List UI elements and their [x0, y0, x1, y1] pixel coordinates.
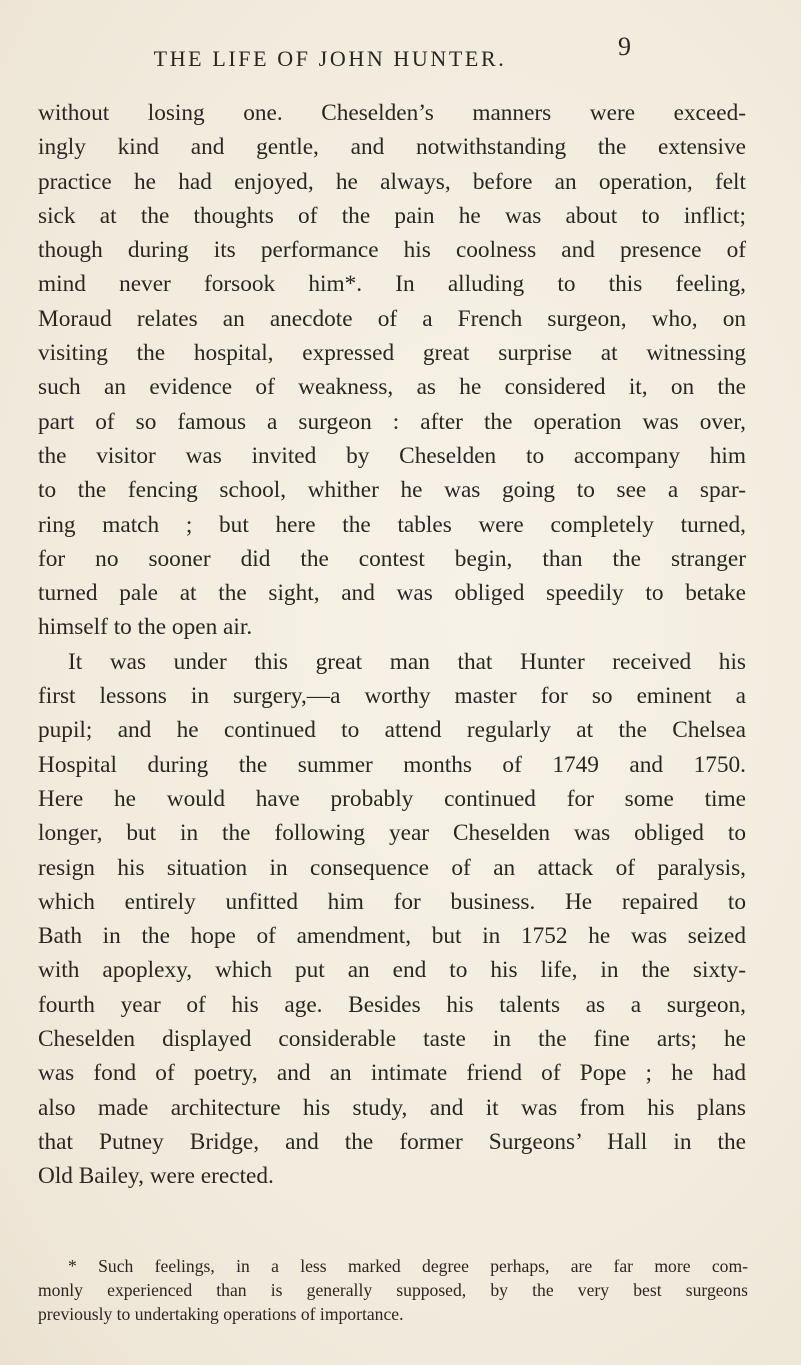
text-line: Moraud relates an anecdote of a French surgeon, who, on [38, 305, 746, 332]
text-line: ingly kind and gentle, and notwithstanding the extensive [38, 134, 746, 161]
text-line: longer, but in the following year Cheselden was obliged to [38, 820, 746, 847]
text-line: turned pale at the sight, and was obliged speedily to betake [38, 580, 746, 607]
text-line: mind never forsook him*. In alluding to this feeling, [38, 271, 746, 298]
text-line: that Putney Bridge, and the former Surgeons’ Hall in the [38, 1128, 746, 1155]
running-head [0, 32, 801, 76]
body-text [38, 96, 746, 1194]
text-line: practice he had enjoyed, he always, before an operation, felt [38, 168, 746, 195]
text-line: fourth year of his age. Besides his talents as a surgeon, [38, 991, 746, 1018]
text-line: was fond of poetry, and an intimate friend of Pope ; he had [38, 1060, 746, 1087]
running-title: THE LIFE OF JOHN HUNTER. [153, 46, 507, 71]
footnote-line: previously to undertaking operations of importance. [38, 1304, 404, 1324]
text-line: Old Bailey, were erected. [38, 1163, 274, 1190]
text-line: first lessons in surgery,—a worthy master for so eminent a [38, 683, 746, 710]
footnote [38, 1254, 748, 1326]
text-line: to the fencing school, whither he was going to see a spar- [38, 477, 746, 504]
text-line: It was under this great man that Hunter received his [68, 648, 746, 675]
text-line: himself to the open air. [38, 614, 253, 641]
text-line: Hospital during the summer months of 1749 and 1750. [38, 751, 746, 778]
text-line: which entirely unfitted him for business. He repaired to [38, 888, 746, 915]
text-line: sick at the thoughts of the pain he was about to inflict; [38, 202, 746, 229]
page-number: 9 [618, 32, 631, 61]
text-line: with apoplexy, which put an end to his life, in the sixty- [38, 957, 746, 984]
text-line: ring match ; but here the tables were completely turned, [38, 511, 746, 538]
text-line: without losing one. Cheselden’s manners were exceed- [38, 100, 746, 126]
text-line: pupil; and he continued to attend regularly at the Chelsea [38, 717, 746, 744]
text-line: resign his situation in consequence of an attack of paralysis, [38, 854, 746, 881]
text-line: Cheselden displayed considerable taste in the fine arts; he [38, 1026, 746, 1053]
text-line: though during its performance his coolness and presence of [38, 237, 746, 264]
text-line: part of so famous a surgeon : after the operation was over, [38, 408, 746, 435]
footnote-line: monly experienced than is generally supposed, by the very best surgeons [38, 1280, 748, 1300]
text-line: also made architecture his study, and it was from his plans [38, 1094, 746, 1121]
text-line: the visitor was invited by Cheselden to accompany him [38, 442, 746, 469]
text-line: Bath in the hope of amendment, but in 1752 he was seized [38, 923, 746, 950]
text-line: for no sooner did the contest begin, than the stranger [38, 545, 746, 572]
text-line: visiting the hospital, expressed great surprise at witnessing [38, 340, 746, 367]
footnote-line: * Such feelings, in a less marked degree perhaps, are far more com- [68, 1256, 748, 1276]
text-line: such an evidence of weakness, as he considered it, on the [38, 374, 746, 401]
text-line: Here he would have probably continued for some time [38, 785, 746, 812]
